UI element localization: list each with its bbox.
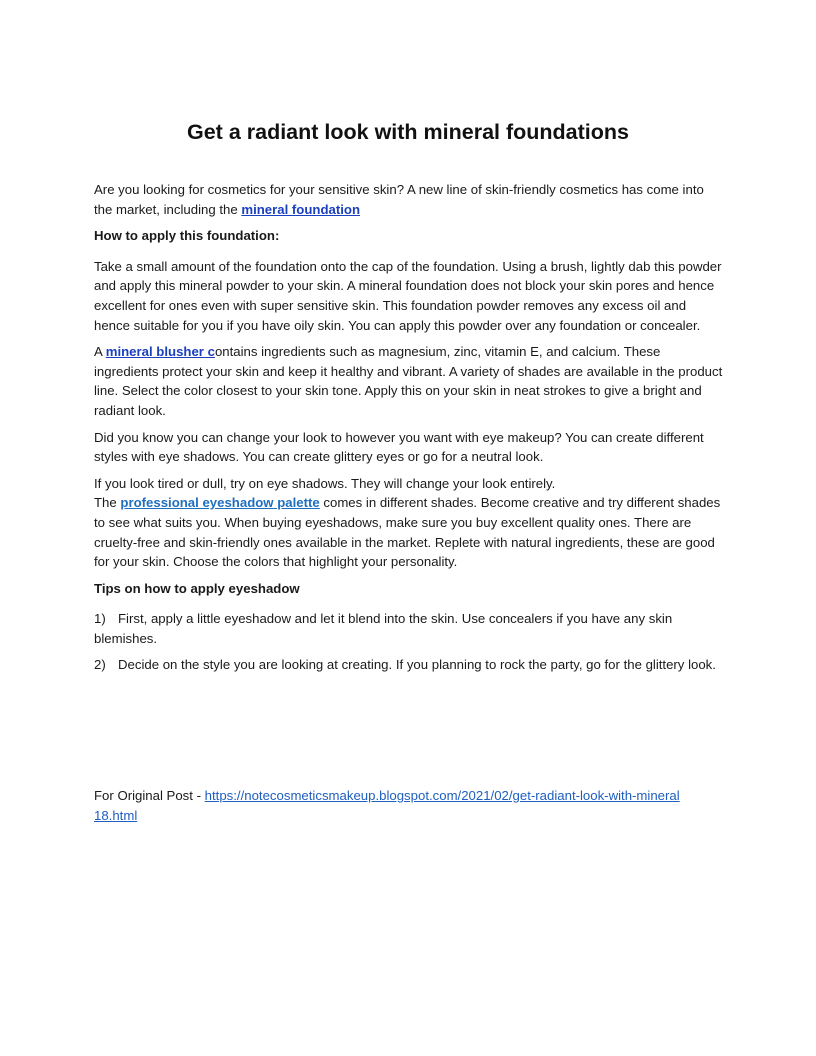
palette-prefix: The bbox=[94, 495, 121, 511]
page-title: Get a radiant look with mineral foundations bbox=[187, 120, 629, 144]
list-item-text: Decide on the style you are looking at creating. If you planning to rock the party, go for the glittery look. bbox=[118, 657, 716, 673]
palette-paragraph bbox=[94, 493, 724, 571]
palette-text: comes in different shades. Become creative and try different shades to see what suits you. When buying eyeshadows, make sure you buy excellent quality ones. There are cruelty-free and skin-friendly ones available in the market. Replete with natural ingredients, these are good for your skin. Choose the colors that highlight your personality. bbox=[94, 495, 721, 570]
footer-label: For Original Post - bbox=[94, 788, 205, 803]
blusher-text: ontains ingredients such as magnesium, zinc, vitamin E, and calcium. These ingredients protect your skin and keep it healthy and vibrant. A variety of shades are available in the product line. Select the color closest to your skin tone. Apply this on your skin in neat strokes to give a bright and radiant look. bbox=[94, 344, 723, 418]
mineral-foundation-link[interactable]: mineral foundation bbox=[241, 201, 361, 217]
blusher-prefix: A bbox=[94, 344, 106, 360]
tired-line: If you look tired or dull, try on eye shadows. They will change your look entirely. bbox=[94, 475, 556, 491]
list-item-number: 2) bbox=[94, 657, 106, 673]
mineral-blusher-link[interactable]: mineral blusher c bbox=[105, 344, 215, 360]
apply-heading: How to apply this foundation: bbox=[94, 228, 280, 244]
intro-text: Are you looking for cosmetics for your sensitive skin? A new line of skin-friendly cosmetics has come into the market, including the bbox=[94, 182, 704, 217]
intro-paragraph bbox=[94, 180, 724, 219]
eyeshadow-palette-link[interactable]: professional eyeshadow palette bbox=[120, 495, 320, 511]
article-body bbox=[94, 180, 724, 682]
original-post-footer bbox=[94, 786, 724, 825]
blusher-paragraph bbox=[94, 342, 724, 420]
original-post-link[interactable]: https://notecosmeticsmakeup.blogspot.com/2021/02/get-radiant-look-with-mineral 18.html bbox=[94, 788, 680, 823]
apply-paragraph: Take a small amount of the foundation onto the cap of the foundation. Using a brush, lightly dab this powder and apply this mineral powder to your skin. A mineral foundation does not block your skin pores and hence excellent for ones even with super sensitive skin. This foundation powder removes any excess oil and hence suitable for you if you have oily skin. You can apply this powder over any foundation or concealer. bbox=[94, 258, 722, 333]
list-item-text: First, apply a little eyeshadow and let it blend into the skin. Use concealers if you have any skin blemishes. bbox=[94, 611, 673, 646]
list-item bbox=[94, 655, 724, 675]
tips-heading: Tips on how to apply eyeshadow bbox=[94, 580, 300, 596]
eye-makeup-paragraph: Did you know you can change your look to however you want with eye makeup? You can create different styles with eye shadows. You can create glittery eyes or go for a neutral look. bbox=[94, 429, 704, 465]
list-item-number: 1) bbox=[94, 611, 106, 627]
list-item bbox=[94, 609, 724, 648]
